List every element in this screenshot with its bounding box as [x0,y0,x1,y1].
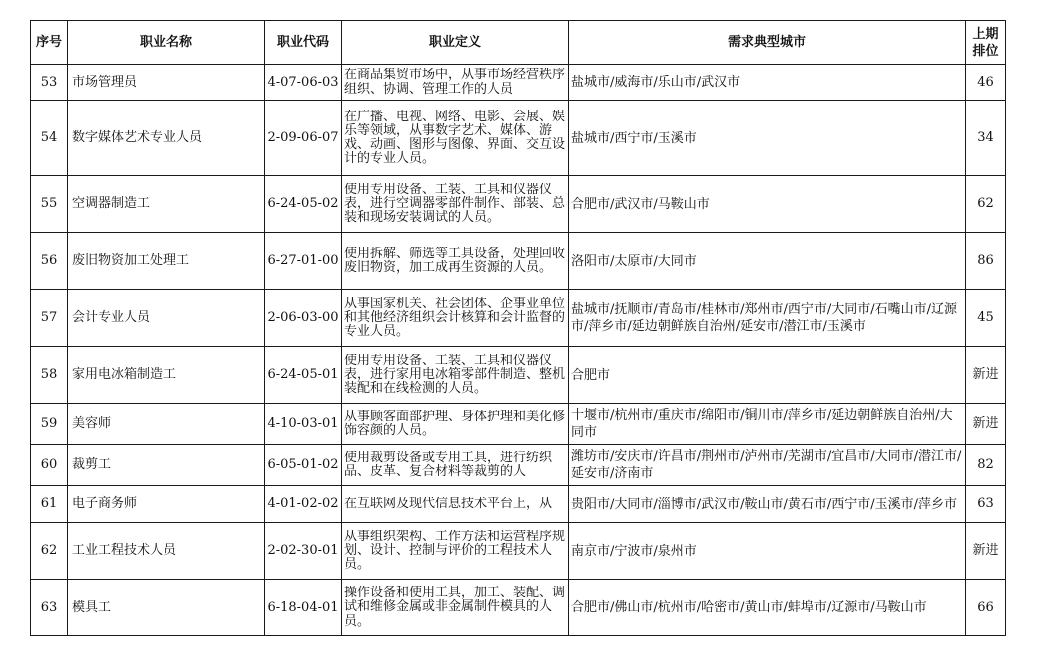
header-prev-rank-text: 上期排位 [972,26,999,59]
row-definition: 使用裁剪设备或专用工具，进行纺织品、皮革、复合材料等裁剪的人 [344,450,553,479]
row-prev-rank: 45 [977,310,994,325]
row-definition-cell [342,290,569,347]
row-occupation-name: 废旧物资加工处理工 [72,253,190,268]
row-prev-rank: 62 [977,196,994,211]
row-definition-cell [342,445,569,486]
row-cities: 潍坊市/安庆市/许昌市/荆州市/泸州市/芜湖市/宜昌市/大同市/潜江市/延安市/济南市 [571,449,962,481]
header-name: 职业名称 [68,21,265,65]
row-prev-rank-cell [966,65,1006,101]
row-prev-rank: 66 [977,599,994,615]
row-cities: 合肥市/武汉市/马鞍山市 [571,196,710,212]
row-occupation-code: 6-24-05-02 [267,196,339,211]
row-cities: 南京市/宁波市/泉州市 [571,543,697,559]
row-definition-cell [342,233,569,290]
row-index: 55 [40,196,58,211]
row-index-cell [31,404,68,445]
row-prev-rank-cell [966,347,1006,404]
table-row [31,445,1006,486]
row-definition-cell [342,404,569,445]
row-cities-cell [569,404,966,445]
row-occupation-code: 6-24-05-01 [267,367,339,382]
row-prev-rank-cell [966,580,1006,636]
table-row [31,101,1006,176]
row-cities-cell [569,233,966,290]
row-prev-rank: 34 [977,130,994,145]
row-occupation-code: 4-07-06-03 [267,74,339,90]
row-index: 61 [40,496,58,511]
row-prev-rank-cell [966,176,1006,233]
row-occupation-name: 裁剪工 [72,457,112,472]
row-prev-rank-cell [966,290,1006,347]
row-occupation-code: 4-01-02-02 [267,496,339,511]
row-definition-cell [342,523,569,580]
row-occupation-code-cell [265,101,342,176]
row-definition-cell [342,65,569,101]
row-occupation-code-cell [265,523,342,580]
row-index-cell [31,445,68,486]
row-occupation-code-cell [265,347,342,404]
row-occupation-name: 会计专业人员 [72,310,151,325]
row-occupation-name-cell [68,176,265,233]
table-body [31,65,1006,636]
row-index: 59 [40,416,58,431]
row-occupation-name-cell [68,101,265,176]
table-row [31,347,1006,404]
row-index-cell [31,176,68,233]
row-occupation-name: 工业工程技术人员 [72,543,177,558]
row-occupation-name: 家用电冰箱制造工 [72,367,177,382]
row-occupation-code: 6-27-01-00 [267,253,339,268]
row-occupation-code: 2-06-03-00 [267,310,339,325]
row-cities: 合肥市/佛山市/杭州市/哈密市/黄山市/蚌埠市/辽源市/马鞍山市 [571,600,927,615]
row-cities: 盐城市/西宁市/玉溪市 [571,130,697,146]
header-code: 职业代码 [265,21,342,65]
row-definition: 使用专用设备、工装、工具和仪器仪表，进行家用电冰箱零部件制造、整机装配和在线检测的人员。 [344,353,566,397]
header-prev-rank [966,21,1006,65]
row-index: 56 [40,253,58,268]
table-row [31,233,1006,290]
row-definition: 使用专用设备、工装、工具和仪器仪表，进行空调器零部件制作、部装、总装和现场安装调试的人员。 [344,182,566,226]
row-occupation-name-cell [68,523,265,580]
row-occupation-name: 电子商务师 [72,496,138,511]
row-index-cell [31,347,68,404]
row-index-cell [31,65,68,101]
row-occupation-name-cell [68,65,265,101]
row-occupation-code-cell [265,65,342,101]
row-definition: 从事国家机关、社会团体、企事业单位和其他经济组织会计核算和会计监督的专业人员。 [344,296,566,340]
row-occupation-code: 6-05-01-02 [267,457,339,472]
row-definition: 在广播、电视、网络、电影、会展、娱乐等领域，从事数字艺术、媒体、游戏、动画、图形与图像、界面、交互设计的专业人员。 [344,109,566,167]
row-occupation-name-cell [68,290,265,347]
row-definition: 在商品集贸市场中，从事市场经营秩序组织、协调、管理工作的人员 [344,68,566,97]
row-definition: 使用拆解、筛选等工具设备，处理回收废旧物资，加工成再生资源的人员。 [344,246,566,275]
row-prev-rank: 新进 [972,543,999,558]
row-definition: 从事顾客面部护理、身体护理和美化修饰容颜的人员。 [344,409,566,438]
row-cities: 合肥市 [571,367,611,383]
occupation-table [30,20,1006,636]
row-index-cell [31,580,68,636]
row-prev-rank: 86 [977,253,994,268]
row-index-cell [31,233,68,290]
table-row [31,176,1006,233]
table-row [31,290,1006,347]
row-prev-rank-cell [966,486,1006,523]
row-occupation-name-cell [68,347,265,404]
row-cities-cell [569,523,966,580]
row-prev-rank-cell [966,523,1006,580]
row-occupation-name: 数字媒体艺术专业人员 [72,130,203,145]
row-index-cell [31,486,68,523]
row-prev-rank: 82 [977,457,994,472]
row-index: 60 [40,457,58,472]
row-prev-rank: 新进 [972,416,999,431]
row-index: 54 [40,130,58,145]
row-cities-cell [569,580,966,636]
row-occupation-code: 4-10-03-01 [267,416,339,431]
row-prev-rank: 63 [977,496,994,511]
row-index: 58 [40,367,58,382]
row-definition-cell [342,176,569,233]
row-cities-cell [569,486,966,523]
row-cities-cell [569,347,966,404]
row-occupation-name: 美容师 [72,416,112,431]
row-definition: 从事组织架构、工作方法和运营程序规划、设计、控制与评价的工程技术人员。 [344,529,566,573]
row-index-cell [31,523,68,580]
row-cities-cell [569,101,966,176]
row-cities: 盐城市/威海市/乐山市/武汉市 [571,75,741,90]
row-prev-rank-cell [966,404,1006,445]
row-cities-cell [569,445,966,486]
row-cities: 盐城市/抚顺市/青岛市/桂林市/郑州市/西宁市/大同市/石嘴山市/辽源市/萍乡市/延边朝鲜族自治州/延安市/潜江市/玉溪市 [571,302,958,334]
row-cities-cell [569,176,966,233]
row-cities-cell [569,65,966,101]
row-definition-cell [342,347,569,404]
row-prev-rank-cell [966,101,1006,176]
row-definition: 在互联网及现代信息技术平台上，从 [344,496,553,511]
row-occupation-name: 市场管理员 [72,74,138,90]
row-occupation-name-cell [68,445,265,486]
row-index: 53 [40,74,58,90]
row-cities: 十堰市/杭州市/重庆市/绵阳市/铜川市/萍乡市/延边朝鲜族自治州/大同市 [571,408,953,440]
occupation-table-container [30,20,1006,636]
table-row [31,65,1006,101]
row-index-cell [31,101,68,176]
header-definition: 职业定义 [342,21,569,65]
row-cities-cell [569,290,966,347]
row-prev-rank: 新进 [972,367,999,382]
row-occupation-code: 2-02-30-01 [267,543,339,558]
header-cities: 需求典型城市 [569,21,966,65]
header-index: 序号 [31,21,68,65]
row-occupation-code-cell [265,233,342,290]
row-occupation-name-cell [68,580,265,636]
row-definition: 操作设备和使用工具，加工、装配、调试和维修金属或非金属制件模具的人员。 [344,586,566,629]
table-row [31,523,1006,580]
table-header-row [31,21,1006,65]
row-occupation-code-cell [265,404,342,445]
row-occupation-name-cell [68,486,265,523]
row-occupation-name: 空调器制造工 [72,196,151,211]
row-occupation-code-cell [265,580,342,636]
row-occupation-code-cell [265,176,342,233]
row-occupation-name-cell [68,233,265,290]
row-definition-cell [342,101,569,176]
row-prev-rank: 46 [977,74,994,90]
row-cities: 洛阳市/太原市/大同市 [571,253,697,269]
row-index-cell [31,290,68,347]
row-definition-cell [342,580,569,636]
row-occupation-code: 6-18-04-01 [267,599,339,615]
row-occupation-name: 模具工 [72,599,112,615]
row-definition-cell [342,486,569,523]
table-row [31,486,1006,523]
table-row [31,404,1006,445]
row-prev-rank-cell [966,233,1006,290]
row-occupation-name-cell [68,404,265,445]
row-occupation-code-cell [265,445,342,486]
row-index: 57 [40,310,58,325]
row-occupation-code-cell [265,486,342,523]
row-occupation-code-cell [265,290,342,347]
row-index: 63 [40,599,58,615]
table-row [31,580,1006,636]
row-cities: 贵阳市/大同市/淄博市/武汉市/鞍山市/黄石市/西宁市/玉溪市/萍乡市 [571,496,958,512]
row-occupation-code: 2-09-06-07 [267,130,339,145]
row-index: 62 [40,543,58,558]
row-prev-rank-cell [966,445,1006,486]
